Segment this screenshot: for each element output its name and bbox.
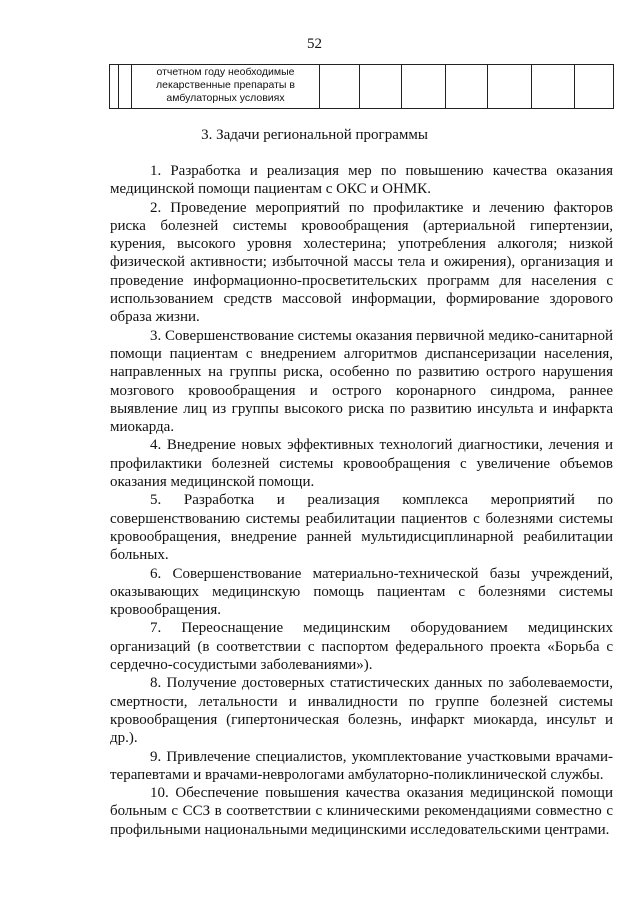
table-cell	[446, 65, 488, 109]
table-cell	[532, 65, 575, 109]
task-list	[110, 162, 613, 839]
section-title: 3. Задачи региональной программы	[201, 127, 428, 143]
table-cell	[360, 65, 402, 109]
table-cell	[575, 65, 614, 109]
task-item: 4. Внедрение новых эффективных технологий диагностики, лечения и профилактики болезней системы кровообращения с увеличение объемов оказания медицинской помощи.	[110, 437, 613, 491]
task-item: 3. Совершенствование системы оказания первичной медико-санитарной помощи пациентам с внедрением алгоритмов диспансеризации населения, направленных на группы риска, особенно по развитию острого нарушения мозгового кровообращения и острого коронарного синдрома, раннее выявление лиц из группы высокого риска по развитию инсульта и инфаркта миокарда.	[110, 327, 613, 436]
table-cell	[488, 65, 532, 109]
table-cell	[320, 65, 360, 109]
task-item: 1. Разработка и реализация мер по повышению качества оказания медицинской помощи пациентам с ОКС и ОНМК.	[110, 163, 613, 198]
task-item: 7. Переоснащение медицинским оборудованием медицинских организаций (в соответствии с паспортом федерального проекта «Борьба с сердечно-сосудистыми заболеваниями»).	[110, 620, 613, 674]
table-cell	[402, 65, 446, 109]
table-cell	[119, 65, 132, 109]
table-row	[110, 65, 614, 109]
table-cell	[110, 65, 119, 109]
task-item: 5. Разработка и реализация комплекса мероприятий по совершенствованию системы реабилитации пациентов с болезнями системы кровообращения, внедрение ранней мультидисциплинарной реабилитации больных.	[110, 492, 613, 564]
task-item: 2. Проведение мероприятий по профилактике и лечению факторов риска болезней системы кровообращения (артериальной гипертензии, курения, высокого уровня холестерина; употребления алкоголя; низкой физической активности; избыточной массы тела и ожирения), организация и проведение информационно-просветительских программ для населения с использованием средств массовой информации, формирование здорового образа жизни.	[110, 199, 613, 326]
task-item: 8. Получение достоверных статистических данных по заболеваемости, смертности, летальности и инвалидности по группе болезней системы кровообращения (гипертоническая болезнь, инфаркт миокарда, инсульт и др.).	[110, 675, 613, 747]
page-number: 52	[307, 36, 322, 52]
task-item: 9. Привлечение специалистов, укомплектование участковыми врачами-терапевтами и врачами-неврологами амбулаторно-поликлинической службы.	[110, 748, 613, 783]
task-item: 10. Обеспечение повышения качества оказания медицинской помощи больным с ССЗ в соответствии с клиническими рекомендациями совместно с профильными национальными медицинскими исследовательскими центрами.	[110, 785, 613, 838]
table-cell-description: отчетном году необходимые лекарственные препараты в амбулаторных условиях	[132, 65, 320, 109]
table-fragment	[109, 64, 614, 109]
task-item: 6. Совершенствование материально-технической базы учреждений, оказывающих медицинскую помощь пациентам с болезнями системы кровообращения.	[110, 565, 613, 619]
